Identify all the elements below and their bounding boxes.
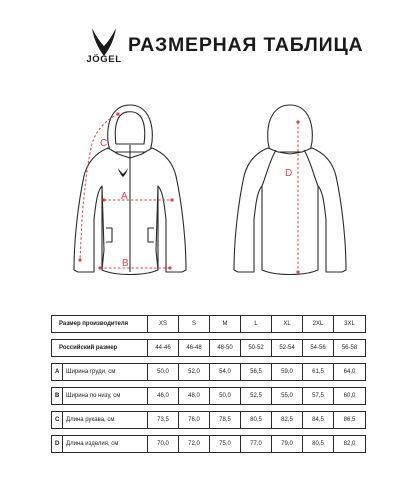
value-cell: 46,0 xyxy=(148,388,179,405)
jacket-diagram xyxy=(70,100,370,290)
value-cell: 50,0 xyxy=(210,388,241,405)
value-cell: 79,0 xyxy=(272,436,303,453)
value-cell: 57,5 xyxy=(303,388,334,405)
label-d: D xyxy=(285,168,293,179)
row-param: Ширина по низу, см xyxy=(63,388,148,405)
value-cell: 80,5 xyxy=(303,436,334,453)
value-cell: 64,0 xyxy=(334,364,366,381)
value-cell: 84,5 xyxy=(303,412,334,429)
row-param: Длина рукава, см xyxy=(63,412,148,429)
value-cell: 82,0 xyxy=(334,436,366,453)
value-cell: 86,5 xyxy=(334,412,366,429)
size-cell: 3XL xyxy=(334,316,366,333)
row-param: Длина изделия, см xyxy=(63,436,148,453)
value-cell: 77,0 xyxy=(241,436,272,453)
value-cell: 82,5 xyxy=(272,412,303,429)
label-a: A xyxy=(121,191,128,202)
value-cell: 75,0 xyxy=(210,436,241,453)
value-cell: 48,0 xyxy=(179,388,210,405)
value-cell: 55,0 xyxy=(272,388,303,405)
value-cell: 72,0 xyxy=(179,436,210,453)
value-cell: 59,0 xyxy=(272,364,303,381)
size-cell: XL xyxy=(272,316,303,333)
row-letter: D xyxy=(52,436,63,453)
row-letter: B xyxy=(52,388,63,405)
russian-size-cell: 44-46 xyxy=(148,340,179,357)
value-cell: 52,0 xyxy=(179,364,210,381)
russian-size-row xyxy=(52,340,366,357)
value-cell: 52,5 xyxy=(241,388,272,405)
manufacturer-size-label: Размер производителя xyxy=(52,316,148,333)
russian-size-cell: 48-50 xyxy=(210,340,241,357)
measurement-row-a xyxy=(52,364,366,381)
russian-size-label: Российский размер xyxy=(52,340,148,357)
manufacturer-size-row xyxy=(52,316,366,333)
measurement-row-b xyxy=(52,388,366,405)
russian-size-cell: 50-52 xyxy=(241,340,272,357)
size-cell: XS xyxy=(148,316,179,333)
row-param: Ширина груди, см xyxy=(63,364,148,381)
row-letter: A xyxy=(52,364,63,381)
size-cell: M xyxy=(210,316,241,333)
value-cell: 73,5 xyxy=(148,412,179,429)
russian-size-cell: 46-48 xyxy=(179,340,210,357)
value-cell: 80,5 xyxy=(241,412,272,429)
label-b: B xyxy=(122,258,129,269)
measurement-row-c xyxy=(52,412,366,429)
value-cell: 54,0 xyxy=(210,364,241,381)
value-cell: 76,0 xyxy=(179,412,210,429)
russian-size-cell: 52-54 xyxy=(272,340,303,357)
value-cell: 50,0 xyxy=(148,364,179,381)
russian-size-cell: 56-58 xyxy=(334,340,366,357)
russian-size-cell: 54-56 xyxy=(303,340,334,357)
value-cell: 70,0 xyxy=(148,436,179,453)
jacket-front-outline xyxy=(74,105,186,275)
value-cell: 78,5 xyxy=(210,412,241,429)
size-cell: L xyxy=(241,316,272,333)
value-cell: 56,5 xyxy=(241,364,272,381)
page-title: РАЗМЕРНАЯ ТАБЛИЦА xyxy=(128,34,364,56)
size-table xyxy=(51,315,366,453)
label-c: C xyxy=(100,138,108,149)
row-letter: C xyxy=(52,412,63,429)
value-cell: 61,5 xyxy=(303,364,334,381)
value-cell: 60,0 xyxy=(334,388,366,405)
brand-name: JÖGEL xyxy=(86,54,122,65)
size-cell: S xyxy=(179,316,210,333)
size-cell: 2XL xyxy=(303,316,334,333)
jacket-back-outline xyxy=(234,105,346,275)
measurement-row-d xyxy=(52,436,366,453)
